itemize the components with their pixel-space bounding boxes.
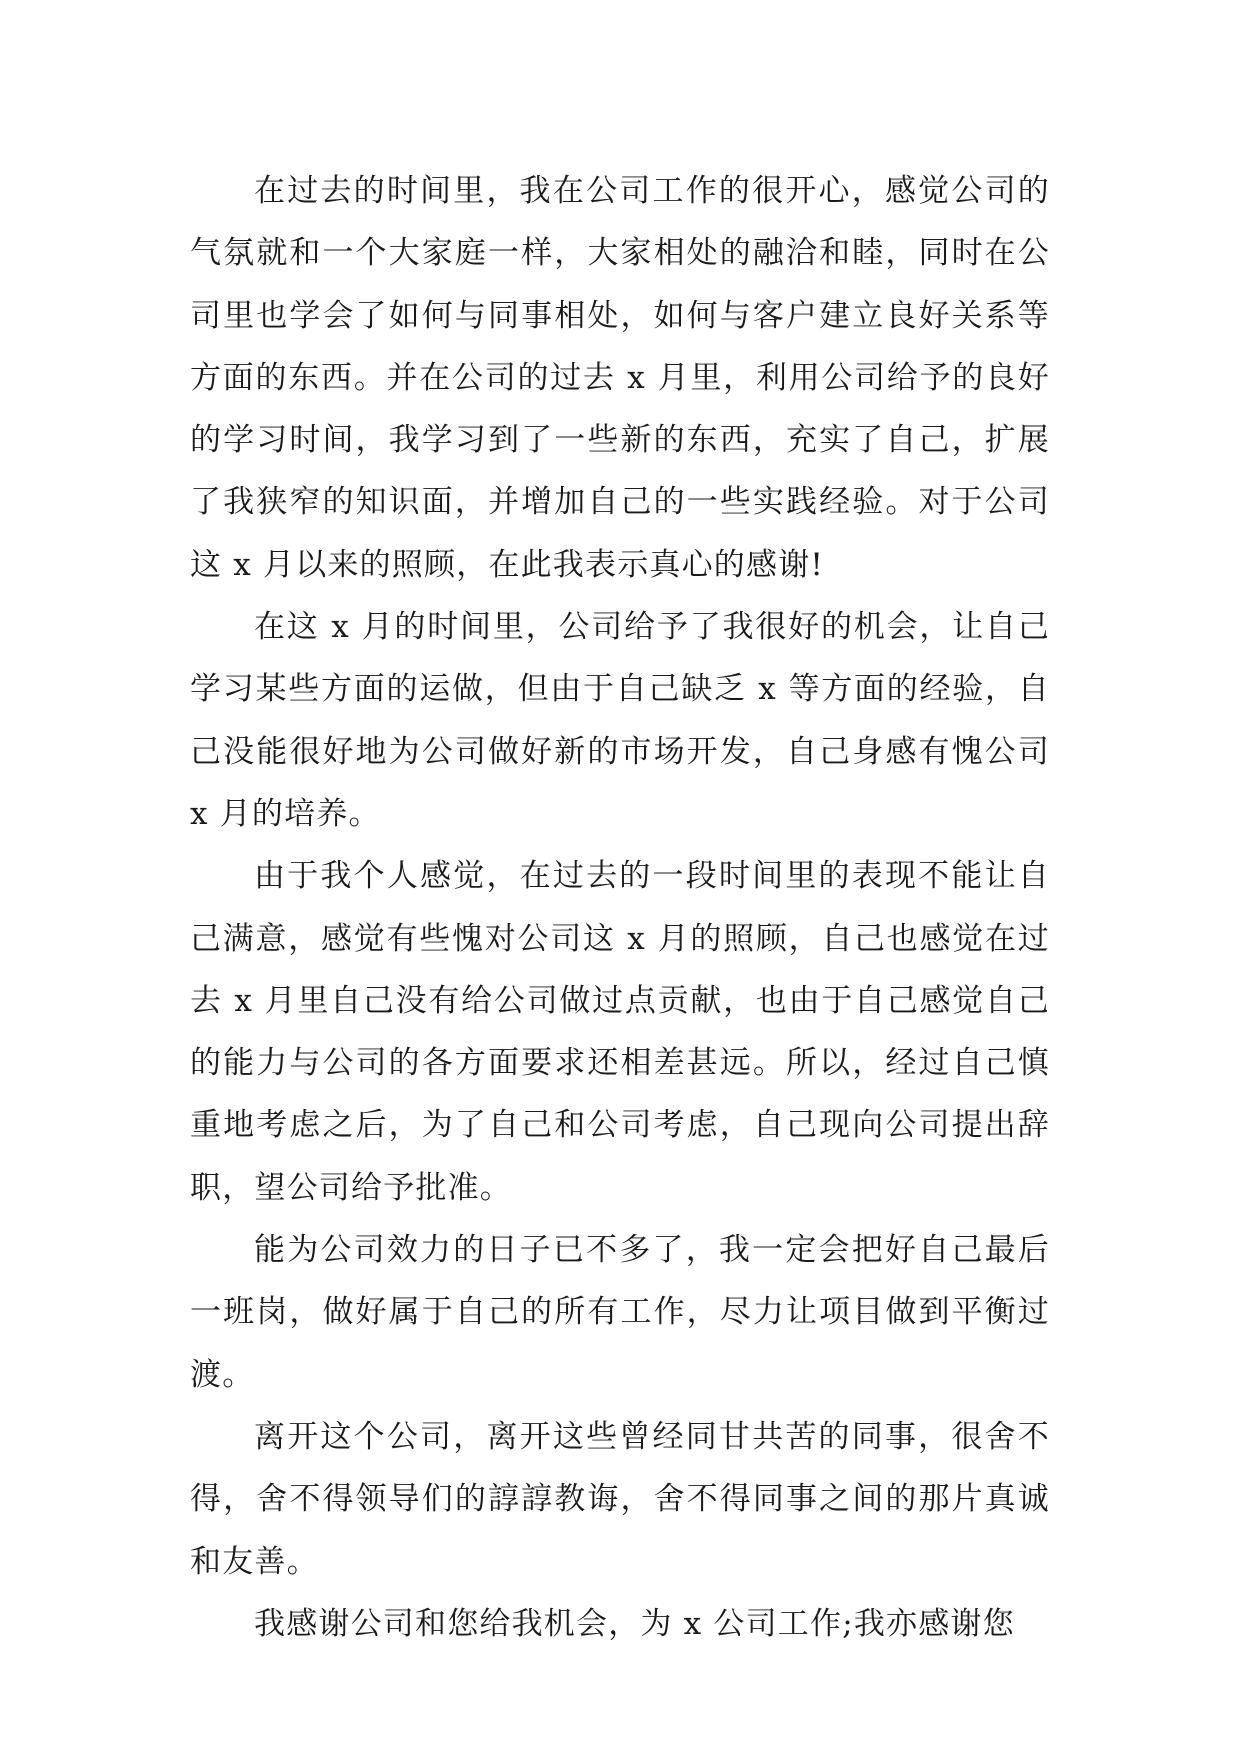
- paragraph-4: 能为公司效力的日子已不多了，我一定会把好自己最后一班岗，做好属于自己的所有工作，尽力让项目做到平衡过渡。: [190, 1232, 1050, 1393]
- paragraph-6: 我感谢公司和您给我机会，为 x 公司工作;我亦感谢您: [254, 1605, 1015, 1642]
- paragraph-2: 在这 x 月的时间里，公司给予了我很好的机会，让自己学习某些方面的运做，但由于自己缺乏 x 等方面的经验，自己没能很好地为公司做好新的市场开发，自己身感有愧公司 x 月的培养。: [190, 609, 1050, 832]
- paragraph-3: 由于我个人感觉，在过去的一段时间里的表现不能让自己满意，感觉有些愧对公司这 x 月的照顾，自己也感觉在过去 x 月里自己没有给公司做过点贡献，也由于自己感觉自己的能力与公司的各方面要求还相差甚远。所以，经过自己慎重地考虑之后，为了自己和公司考虑，自己现向公司提出辞职，望公司给予批准。: [190, 858, 1050, 1206]
- paragraph-5: 离开这个公司，离开这些曾经同甘共苦的同事，很舍不得，舍不得领导们的諄諄教诲，舍不得同事之间的那片真诚和友善。: [190, 1418, 1050, 1580]
- letter-body: [190, 160, 1050, 1655]
- paragraph-1: 在过去的时间里，我在公司工作的很开心，感觉公司的气氛就和一个大家庭一样，大家相处的融洽和睦，同时在公司里也学会了如何与同事相处，如何与客户建立良好关系等方面的东西。并在公司的过去 x 月里，利用公司给予的良好的学习时间，我学习到了一些新的东西，充实了自己，扩展了我狭窄的知识面，并增加自己的一些实践经验。对于公司这 x 月以来的照顾，在此我表示真心的感谢!: [190, 173, 1050, 583]
